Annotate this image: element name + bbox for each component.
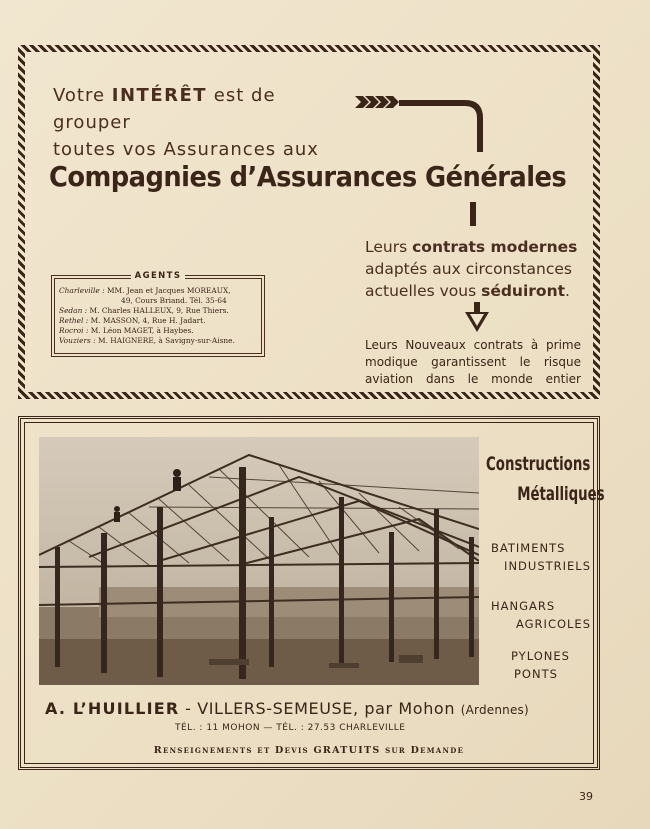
agent-row: Rocroi : M. Léon MAGET, à Haybes. [59,326,194,335]
firm-line [45,699,585,718]
steel-frame-photo [39,437,479,685]
intro-line1-post: est de grouper [53,85,276,133]
agent-row: Vouziers : M. HAIGNERE, à Savigny-sur-Aisne. [59,336,235,345]
modern-contracts-text [365,236,585,302]
modern-l3-post: . [565,282,570,300]
arrow-down-icon [465,302,489,332]
new-contracts-text: Leurs Nouveaux contrats à prime modique garantissent le risque aviation dans le monde entier [365,338,581,386]
agent-row: Charleville : MM. Jean et Jacques MOREAUX, [59,286,231,295]
firm-place: - VILLERS-SEMEUSE, par Mohon [179,699,461,718]
service-label: PYLONES [511,649,570,663]
service-group [491,647,591,683]
title-line2: Métalliques [517,483,605,505]
firm-name: A. L’HUILLIER [45,699,180,718]
service-label: HANGARS [491,599,556,613]
firm-region: (Ardennes) [460,703,529,717]
telephone-line: TÉL. : 11 MOHON — TÉL. : 27.53 CHARLEVILLE [175,723,406,733]
modern-l1-pre: Leurs [365,238,413,256]
intro-line2: toutes vos Assurances aux [53,139,319,160]
service-label: INDUSTRIELS [504,559,591,573]
modern-l3-bold: séduiront [481,282,566,300]
headline: Compagnies d’Assurances Générales [49,160,567,193]
insurance-advert [18,45,600,399]
arrow-right-down-icon [355,92,485,152]
modern-l2: adaptés aux circonstances [365,260,573,278]
title-line1: Constructions [486,453,591,475]
constructions-title [486,449,605,509]
modern-l3-pre: actuelles vous [365,282,482,300]
vertical-bar-icon [469,202,477,226]
page-number: 39 [579,790,593,803]
metal-construction-advert [18,416,605,770]
agents-list [59,286,257,346]
service-label: BATIMENTS [491,541,566,555]
agents-box [51,271,265,357]
intro-interet: INTÉRÊT [111,85,208,106]
agent-row: Rethel : M. MASSON, 4, Rue H. Jadart. [59,316,206,325]
service-label: AGRICOLES [515,617,591,631]
agent-row: Sedan : M. Charles HALLEUX, 9, Rue Thiers. [59,306,229,315]
agent-row: 49, Cours Briand. Tél. 35-64 [121,296,227,305]
info-line: Renseignements et Devis GRATUITS sur Demande [153,745,465,756]
modern-l1-bold: contrats modernes [412,238,578,256]
service-group [491,539,591,575]
agents-title: AGENTS [52,271,264,281]
service-group [491,597,591,633]
intro-text [53,82,353,163]
service-label: PONTS [514,667,558,681]
intro-line1-pre: Votre [53,85,112,106]
